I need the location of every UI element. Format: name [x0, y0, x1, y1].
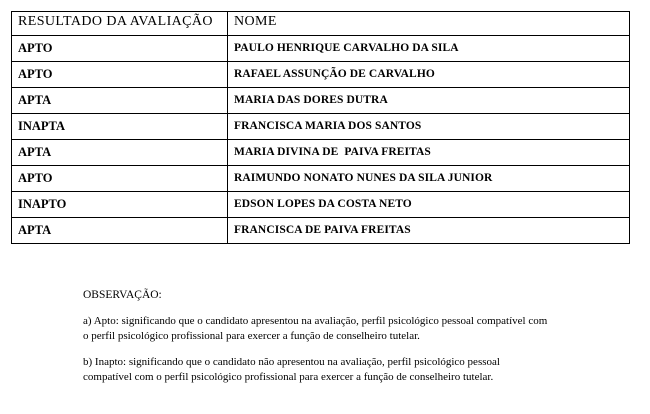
table-row [12, 140, 630, 166]
name-cell: PAULO HENRIQUE CARVALHO DA SILA [228, 36, 630, 62]
name-cell: RAIMUNDO NONATO NUNES DA SILA JUNIOR [228, 166, 630, 192]
table-row [12, 114, 630, 140]
result-cell: APTO [12, 166, 228, 192]
note-inapto-line-1: b) Inapto: significando que o candidato não apresentou na avaliação, perfil psicológico pessoal [83, 356, 500, 368]
results-table [11, 11, 630, 244]
header-name: NOME [228, 12, 630, 36]
table-row [12, 88, 630, 114]
table-row [12, 36, 630, 62]
header-result: RESULTADO DA AVALIAÇÃO [12, 12, 228, 36]
note-inapto [83, 355, 603, 385]
table-row [12, 62, 630, 88]
result-cell: INAPTO [12, 192, 228, 218]
note-apto-line-2: o perfil psicológico profissional para exercer a função de conselheiro tutelar. [83, 330, 420, 342]
table-row [12, 166, 630, 192]
result-cell: APTA [12, 140, 228, 166]
name-cell: EDSON LOPES DA COSTA NETO [228, 192, 630, 218]
result-cell: INAPTA [12, 114, 228, 140]
name-cell: FRANCISCA DE PAIVA FREITAS [228, 218, 630, 244]
note-apto [83, 314, 603, 344]
note-apto-line-1: a) Apto: significando que o candidato apresentou na avaliação, perfil psicológico pessoal compatível com [83, 315, 548, 327]
name-cell: MARIA DIVINA DE PAIVA FREITAS [228, 140, 630, 166]
table-header-row [12, 12, 630, 36]
table-row [12, 192, 630, 218]
result-cell: APTO [12, 36, 228, 62]
result-cell: APTA [12, 88, 228, 114]
note-inapto-line-2: compatível com o perfil psicológico profissional para exercer a função de conselheiro tutelar. [83, 371, 494, 383]
observation-section [83, 288, 603, 396]
name-cell: RAFAEL ASSUNÇÃO DE CARVALHO [228, 62, 630, 88]
result-cell: APTO [12, 62, 228, 88]
name-cell: FRANCISCA MARIA DOS SANTOS [228, 114, 630, 140]
result-cell: APTA [12, 218, 228, 244]
name-cell: MARIA DAS DORES DUTRA [228, 88, 630, 114]
observation-title: OBSERVAÇÃO: [83, 289, 162, 301]
table-row [12, 218, 630, 244]
